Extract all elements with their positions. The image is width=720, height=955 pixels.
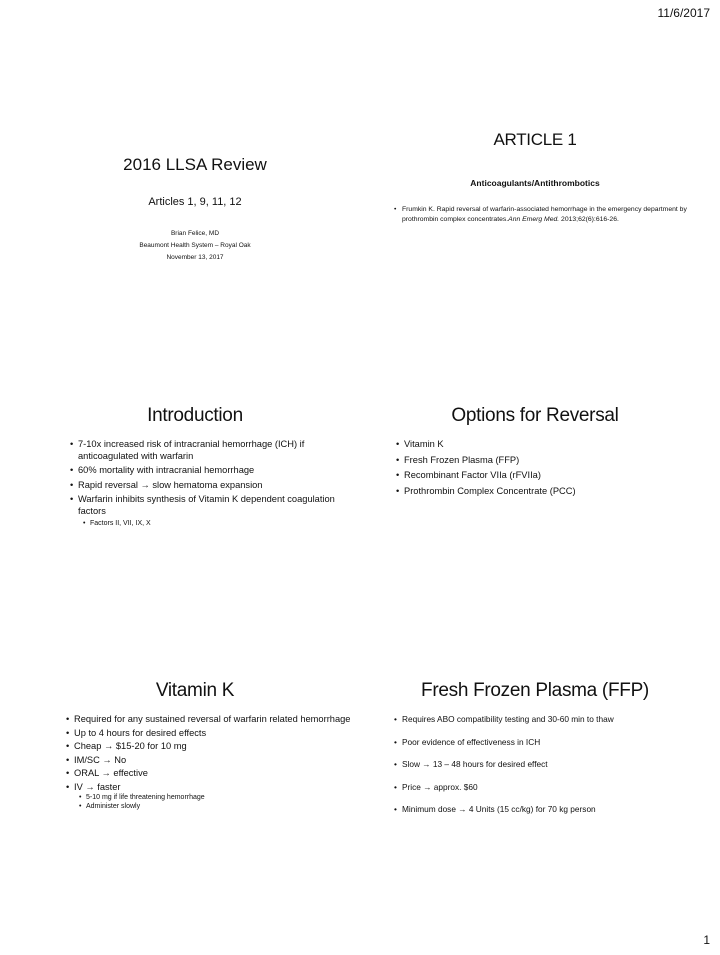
slide-article-1-title: ARTICLE 1 [493,130,577,149]
list-item: • Warfarin inhibits synthesis of Vitamin K dependent coagulation factors [68,494,353,517]
slide-options-title: Options for Reversal [451,405,619,426]
list-item: • Recombinant Factor VIIa (rFVIIa) [394,470,694,482]
slide-title-subtitle: Articles 1, 9, 11, 12 [148,196,242,208]
list-item: • Price → approx. $60 [392,782,697,794]
slide-title-heading: 2016 LLSA Review [123,155,267,174]
list-item: • Up to 4 hours for desired effects [64,728,354,740]
sub-list-item: • Factors II, VII, IX, X [82,519,353,528]
slide-title [30,120,360,370]
author-name: Brian Felice, MD [170,230,220,237]
list-item: • Fresh Frozen Plasma (FFP) [394,455,694,467]
options-bullets [394,439,694,497]
list-item: • Required for any sustained reversal of warfarin related hemorrhage [64,714,354,726]
list-item: • Slow → 13 – 48 hours for desired effect [392,759,697,771]
citation: • Frumkin K. Rapid reversal of warfarin-associated hemorrhage in the emergency department by prothrombin complex concentrates.Ann Emerg Med. 2013;62(6):616-26. [392,205,692,224]
list-item: • ORAL → effective [64,768,354,780]
page-number: 1 [703,933,710,947]
list-item: • Rapid reversal → slow hematoma expansion [68,480,353,492]
print-date: 11/6/2017 [657,6,710,20]
slide-ffp [370,670,700,920]
slide-article-1-subtitle: Anticoagulants/Antithrombotics [470,178,600,188]
introduction-bullets [68,439,353,528]
list-item: • Requires ABO compatibility testing and 30-60 min to thaw [392,714,697,726]
presentation-date: November 13, 2017 [166,254,224,261]
slide-vitamin-k-title: Vitamin K [155,680,235,701]
slide-vitamin-k [30,670,360,920]
slide-introduction [30,395,360,645]
list-item: • Minimum dose → 4 Units (15 cc/kg) for 70 kg person [392,804,697,816]
list-item: • 7-10x increased risk of intracranial hemorrhage (ICH) if anticoagulated with warfarin [68,439,353,462]
list-item: • Prothrombin Complex Concentrate (PCC) [394,486,694,498]
list-item: • IV → faster [64,782,354,794]
vitamin-k-bullets [64,714,354,811]
slide-article-1 [370,120,700,370]
list-item: • IM/SC → No [64,755,354,767]
slide-ffp-title: Fresh Frozen Plasma (FFP) [421,680,649,701]
sub-list-item: • Administer slowly [78,802,354,811]
citation-list [392,205,692,224]
list-item: • 60% mortality with intracranial hemorrhage [68,465,353,477]
list-item: • Cheap → $15-20 for 10 mg [64,741,354,753]
list-item: • Vitamin K [394,439,694,451]
ffp-bullets [392,714,697,816]
slide-options [370,395,700,645]
slide-introduction-title: Introduction [147,405,243,426]
sub-list-item: • 5-10 mg if life threatening hemorrhage [78,793,354,802]
list-item: • Poor evidence of effectiveness in ICH [392,737,697,749]
institution: Beaumont Health System – Royal Oak [139,242,251,249]
